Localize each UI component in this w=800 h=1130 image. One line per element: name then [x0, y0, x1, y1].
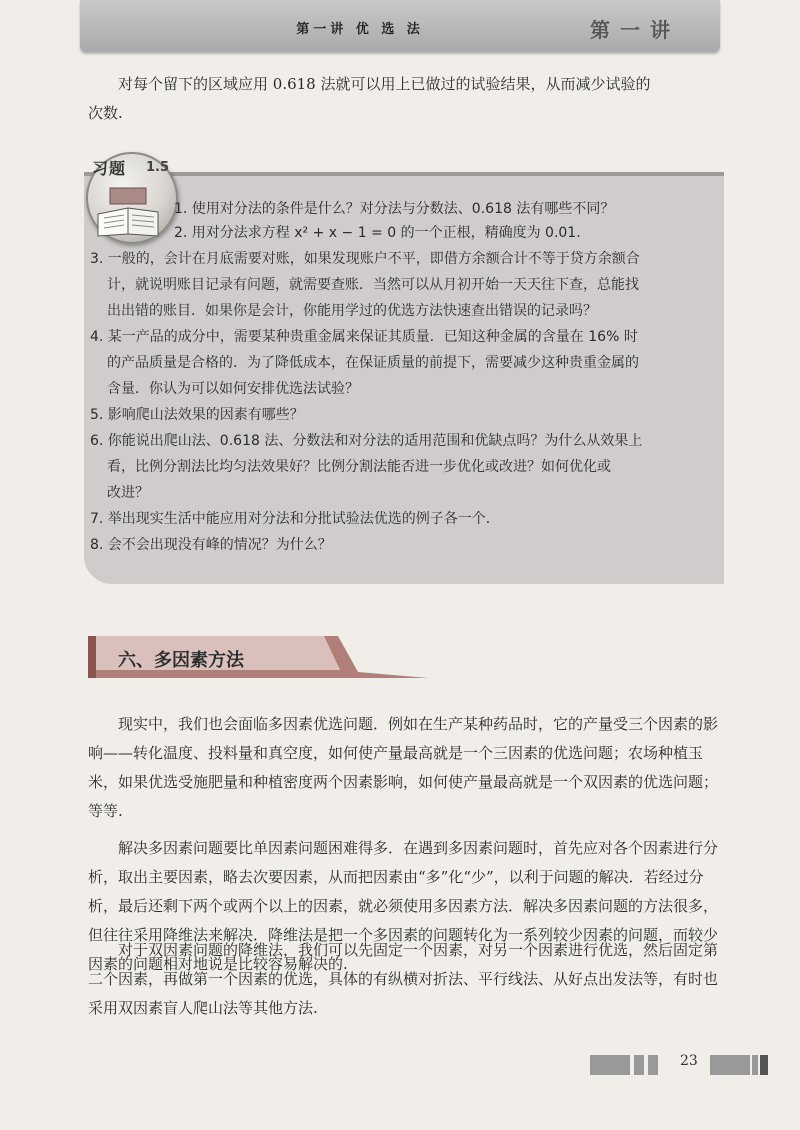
- exercise-3-line-3: 出出错的账目．如果你是会计，你能用学过的优选方法快速查出错误的记录吗？: [107, 303, 597, 319]
- exercise-1: 1. 使用对分法的条件是什么？对分法与分数法、0.618 法有哪些不同？: [174, 201, 615, 217]
- exercise-5: 5. 影响爬山法效果的因素有哪些？: [90, 407, 304, 423]
- exercise-8: 8. 会不会出现没有峰的情况？为什么？: [90, 537, 332, 553]
- exercise-7: 7. 举出现实生活中能应用对分法和分批试验法优选的例子各一个．: [90, 511, 500, 527]
- exercise-4-line-1: 4. 某一产品的成分中，需要某种贵重金属来保证其质量．已知这种金属的含量在 16% 时: [90, 329, 638, 345]
- exercise-badge-label: 习题: [92, 159, 127, 178]
- section-title: 六、多因素方法: [118, 650, 244, 671]
- chapter-label: 第一讲: [590, 18, 680, 42]
- exercise-4-line-3: 含量．你认为可以如何安排优选法试验？: [107, 381, 359, 397]
- exercise-badge-number: 1.5: [146, 160, 170, 175]
- running-header: [80, 0, 720, 52]
- body-paragraph-2: 解决多因素问题要比单因素问题困难得多．在遇到多因素问题时，首先应对各个因素进行分析，取出主要因素，略去次要因素，从而把因素由“多”化“少”，以利于问题的解决．若经过分析，最后还剩下两个或两个以上的因素，就必须使用多因素方法．解决多因素问题的方法很多，但往往采用降维法来解决．降维法是把一个多因素的问题转化为一系列较少因素的问题，而较少因素的问题相对地说是比较容易解决的.: [88, 839, 719, 973]
- exercise-3-line-1: 3. 一般的，会计在月底需要对账，如果发现账户不平，即借方余额合计不等于贷方余额合: [90, 251, 640, 267]
- open-book-icon: [96, 186, 162, 238]
- intro-line-1: 对每个留下的区域应用 0.618 法就可以用上已做过的试验结果，从而减少试验的: [118, 75, 651, 93]
- body-paragraph-1: 现实中，我们也会面临多因素优选问题．例如在生产某种药品时，它的产量受三个因素的影响——转化温度、投料量和真空度，如何使产量最高就是一个三因素的优选问题；农场种植玉米，如果优选受施肥量和种植密度两个因素影响，如何使产量最高就是一个双因素的优选问题；等等.: [88, 715, 719, 820]
- header-title: 第一讲 优 选 法: [296, 22, 424, 37]
- exercise-6-line-1: 6. 你能说出爬山法、0.618 法、分数法和对分法的适用范围和优缺点吗？为什么从效果上: [90, 433, 643, 449]
- body-paragraph-3: 对于双因素问题的降维法，我们可以先固定一个因素，对另一个因素进行优选，然后固定第二个因素，再做第一个因素的优选，具体的有纵横对折法、平行线法、从好点出发法等，有时也采用双因素盲人爬山法等其他方法.: [88, 941, 719, 1017]
- intro-line-2: 次数.: [88, 104, 123, 122]
- page-number: 23: [680, 1053, 698, 1069]
- exercise-6-line-3: 改进？: [107, 485, 149, 501]
- exercise-2: 2. 用对分法求方程 x² + x − 1 = 0 的一个正根，精确度为 0.01.: [174, 225, 581, 241]
- intro-paragraph: [88, 70, 718, 128]
- exercise-4-line-2: 的产品质量是合格的．为了降低成本，在保证质量的前提下，需要减少这种贵重金属的: [107, 355, 639, 371]
- exercise-3-line-2: 计，就说明账目记录有问题，就需要查账．当然可以从月初开始一天天往下查，总能找: [107, 277, 639, 293]
- exercise-6-line-2: 看，比例分割法比均匀法效果好？比例分割法能否进一步优化或改进？如何优化或: [107, 459, 611, 475]
